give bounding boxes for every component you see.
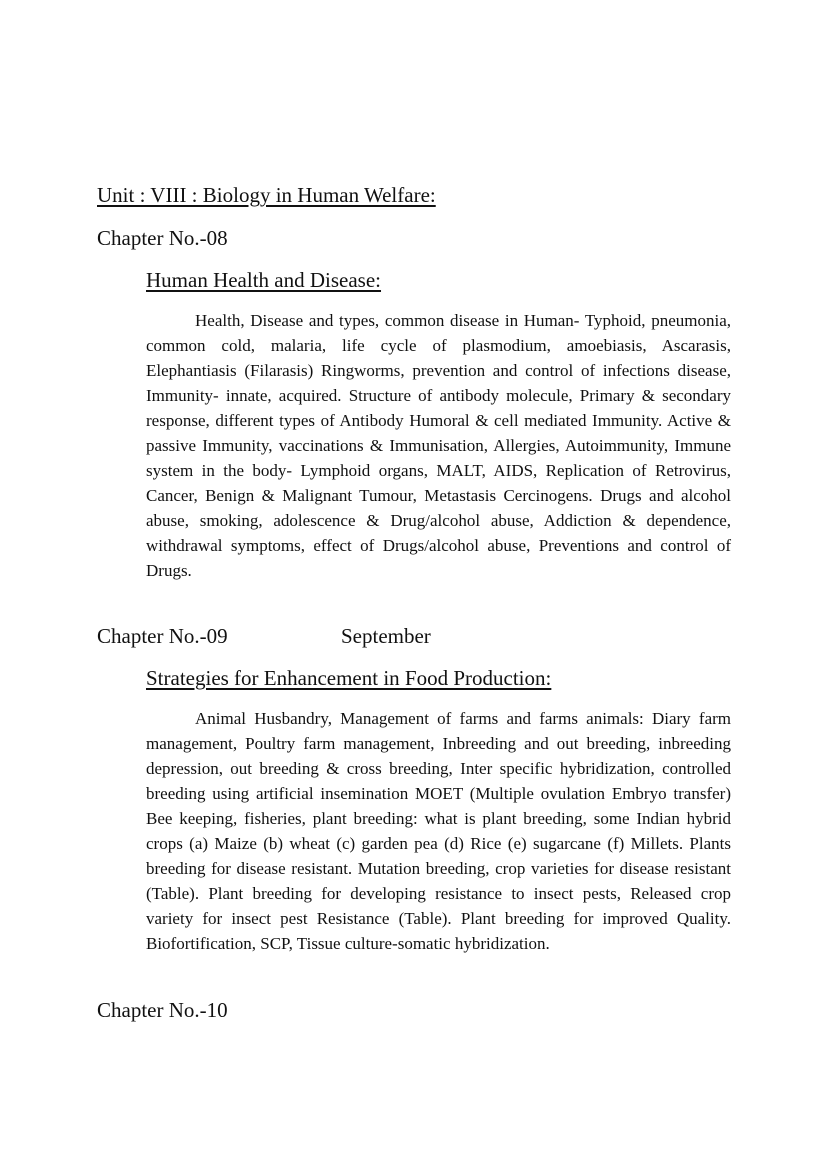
chapter-09-month: September [341,624,431,648]
unit-title: Unit : VIII : Biology in Human Welfare: [97,183,436,207]
section-title-food-production: Strategies for Enhancement in Food Production: [146,666,552,690]
chapter-10-heading: Chapter No.-10 [97,998,228,1022]
chapter-08-paragraph: Health, Disease and types, common disease in Human- Typhoid, pneumonia, common cold, malaria, life cycle of plasmodium, amoebiasis, Ascarasis, Elephantiasis (Filarasis) Ringworms, prevention and control of infections disease, Immunity- innate, acquired. Structure of antibody molecule, Primary & secondary response, different types of Antibody Humoral & cell mediated Immunity. Active & passive Immunity, vaccinations & Immunisation, Allergies, Autoimmunity, Immune system in the body- Lymphoid organs, MALT, AIDS, Replication of Retrovirus, Cancer, Benign & Malignant Tumour, Metastasis Cercinogens. Drugs and alcohol abuse, smoking, adolescence & Drug/alcohol abuse, Addiction & dependence, withdrawal symptoms, effect of Drugs/alcohol abuse, Preventions and control of Drugs. [146,311,731,580]
chapter-09-paragraph: Animal Husbandry, Management of farms and farms animals: Diary farm management, Poultry farm management, Inbreeding and out breeding, inbreeding depression, out breeding & cross breeding, Inter specific hybridization, controlled breeding using artificial insemination MOET (Multiple ovulation Embryo transfer) Bee keeping, fisheries, plant breeding: what is plant breeding, some Indian hybrid crops (a) Maize (b) wheat (c) garden pea (d) Rice (e) sugarcane (f) Millets. Plants breeding for disease resistant. Mutation breeding, crop varieties for disease resistant (Table). Plant breeding for developing resistance to insect pests, Released crop variety for insect pest Resistance (Table). Plant breeding for improved Quality. Biofortification, SCP, Tissue culture-somatic hybridization. [146,709,731,953]
chapter-09-heading [97,622,431,650]
chapter-08-heading: Chapter No.-08 [97,226,228,250]
section-title-human-health: Human Health and Disease: [146,268,382,292]
chapter-09-label: Chapter No.-09 [97,624,228,648]
